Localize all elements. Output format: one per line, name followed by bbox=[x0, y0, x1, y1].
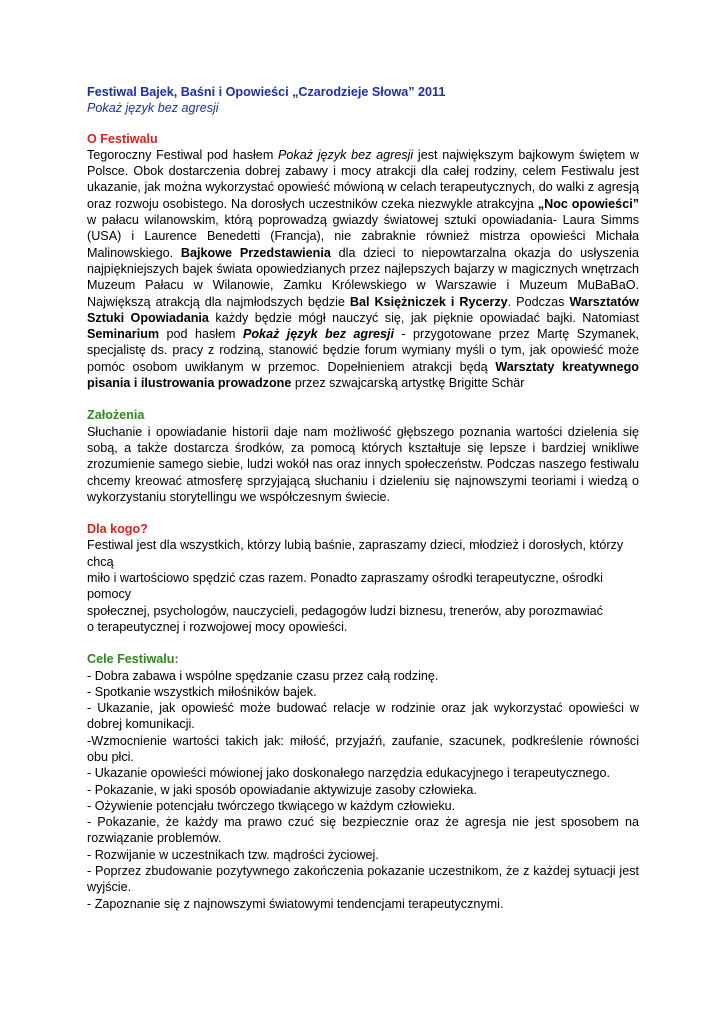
section-audience bbox=[87, 521, 639, 635]
assumptions-paragraph: Słuchanie i opowiadanie historii daje nam możliwość głębszego poznania wartości dzielenia się sobą, a także dostarcza środków, za pomocą których kształtuje się lepsze i bardziej wnikliwe zrozumienie samego siebie, ludzi wokół nas oraz innych społeczeństw. Podczas naszego festiwalu chcemy kreować atmosferę sprzyjającą słuchaniu i dzieleniu się najnowszymi teoriami i wiedzą o wykorzystaniu storytellingu we współczesnym świecie. bbox=[87, 424, 639, 504]
about-text-9: przez szwajcarską artystkę Brigitte Schär bbox=[291, 376, 525, 391]
event-writing-workshops: Warsztaty kreatywnego pisania i ilustrowania prowadzone bbox=[87, 359, 639, 391]
audience-line: o terapeutycznej i rozwojowej mocy opowieści. bbox=[87, 619, 348, 634]
section-goals bbox=[87, 651, 639, 912]
audience-line: społecznej, psychologów, nauczycieli, pedagogów ludzi biznesu, trenerów, aby porozmawiać bbox=[87, 603, 603, 618]
section-about bbox=[87, 131, 639, 392]
heading-assumptions: Założenia bbox=[87, 408, 145, 423]
list-item: -Wzmocnienie wartości takich jak: miłość, przyjaźń, zaufanie, szacunek, podkreślenie równości obu płci. bbox=[87, 733, 639, 764]
list-item: - Ukazanie, jak opowieść może budować relacje w rodzinie oraz jak wykorzystać opowieści w dobrej komunikacji. bbox=[87, 701, 639, 732]
event-night-of-stories: „Noc opowieści” bbox=[537, 196, 639, 211]
list-item: - Ożywienie potencjału twórczego tkwiącego w każdym człowieku. bbox=[87, 798, 456, 813]
about-text-3: w pałacu wilanowskim, którą poprowadzą gwiazdy światowej sztuki opowiadania- Laura Simms (USA) i Laurence Benedetti (Francja), nie zabraknie również mistrza opowieści Michała Malinowskiego. bbox=[87, 213, 639, 260]
about-text-5: . Podczas bbox=[507, 294, 570, 309]
about-paragraph bbox=[87, 147, 639, 391]
about-text-6: każdy będzie mógł nauczyć się, jak pięknie opowiadać bajki. Natomiast bbox=[208, 310, 640, 325]
audience-line: Festiwal jest dla wszystkich, którzy lubią baśnie, zapraszamy dzieci, młodzież i dorosłych, którzy chcą bbox=[87, 538, 624, 569]
list-item: - Ukazanie opowieści mówionej jako doskonałego narzędzia edukacyjnego i terapeutycznego. bbox=[87, 766, 610, 781]
about-text-7: pod hasłem bbox=[159, 327, 243, 342]
list-item: - Zapoznanie się z najnowszymi światowymi tendencjami terapeutycznymi. bbox=[87, 896, 504, 911]
audience-line: miło i wartościowo spędzić czas razem. Ponadto zapraszamy ośrodki terapeutyczne, ośrodki pomocy bbox=[87, 571, 603, 602]
heading-audience: Dla kogo? bbox=[87, 522, 148, 537]
list-item: - Pokazanie, w jaki sposób opowiadanie aktywizuje zasoby człowieka. bbox=[87, 782, 477, 797]
list-item: - Poprzez zbudowanie pozytywnego zakończenia pokazanie uczestnikom, że z każdej sytuacji jest wyjście. bbox=[87, 864, 639, 895]
document-page bbox=[87, 84, 639, 928]
list-item: - Dobra zabawa i wspólne spędzanie czasu przez całą rodzinę. bbox=[87, 668, 439, 683]
list-item: - Rozwijanie w uczestnikach tzw. mądrości życiowej. bbox=[87, 847, 379, 862]
event-ball: Bal Księżniczek i Rycerzy bbox=[349, 294, 508, 309]
event-fairy-tale-shows: Bajkowe Przedstawienia bbox=[180, 245, 331, 260]
list-item: - Spotkanie wszystkich miłośników bajek. bbox=[87, 684, 317, 699]
seminar-motto: Pokaż język bez agresji bbox=[242, 327, 395, 342]
section-assumptions bbox=[87, 407, 639, 505]
heading-goals: Cele Festiwalu: bbox=[87, 652, 179, 667]
document-title: Festiwal Bajek, Baśni i Opowieści „Czarodzieje Słowa” 2011 bbox=[87, 85, 446, 99]
about-text-4: dla dzieci to niepowtarzalna okazja do usłyszenia najpiękniejszych bajek świata opowiedzianych przez najlepszych bajarzy w magicznych wnętrzach Muzeum Pałacu w Wilanowie, Zamku Królewskiego w Warszawie i Muzeum MuBaBaO. Największą atrakcją dla najmłodszych będzie bbox=[87, 245, 639, 309]
heading-about: O Festiwalu bbox=[87, 131, 158, 146]
event-storytelling-workshops: Warsztatów Sztuki Opowiadania bbox=[87, 294, 639, 325]
event-seminar: Seminarium bbox=[87, 327, 160, 342]
document-subtitle: Pokaż język bez agresji bbox=[87, 101, 219, 116]
about-text-1: Tegoroczny Festiwal pod hasłem bbox=[87, 147, 279, 162]
about-text-8: - przygotowane przez Martę Szymanek, specjalistę ds. pracy z rodziną, stanowić będzie forum wymiany myśli o tym, jak opowieść może pomóc osobom uwikłanym w przemoc. Dopełnieniem atrakcji będą bbox=[87, 327, 639, 374]
list-item: - Pokazanie, że każdy ma prawo czuć się bezpiecznie oraz że agresja nie jest sposobem na rozwiązanie problemów. bbox=[87, 815, 639, 846]
about-motto: Pokaż język bez agresji bbox=[278, 147, 414, 162]
about-text-2: jest największym bajkowym świętem w Polsce. Obok dostarczenia dobrej zabawy i mocy atrakcji dla całej rodziny, celem Festiwalu jest ukazanie, jak można wykorzystać opowieść mówioną w celach terapeutycznych, do walki z agresją oraz rozwoju osobistego. Na dorosłych uczestników czeka niezwykle atrakcyjna bbox=[87, 147, 639, 211]
